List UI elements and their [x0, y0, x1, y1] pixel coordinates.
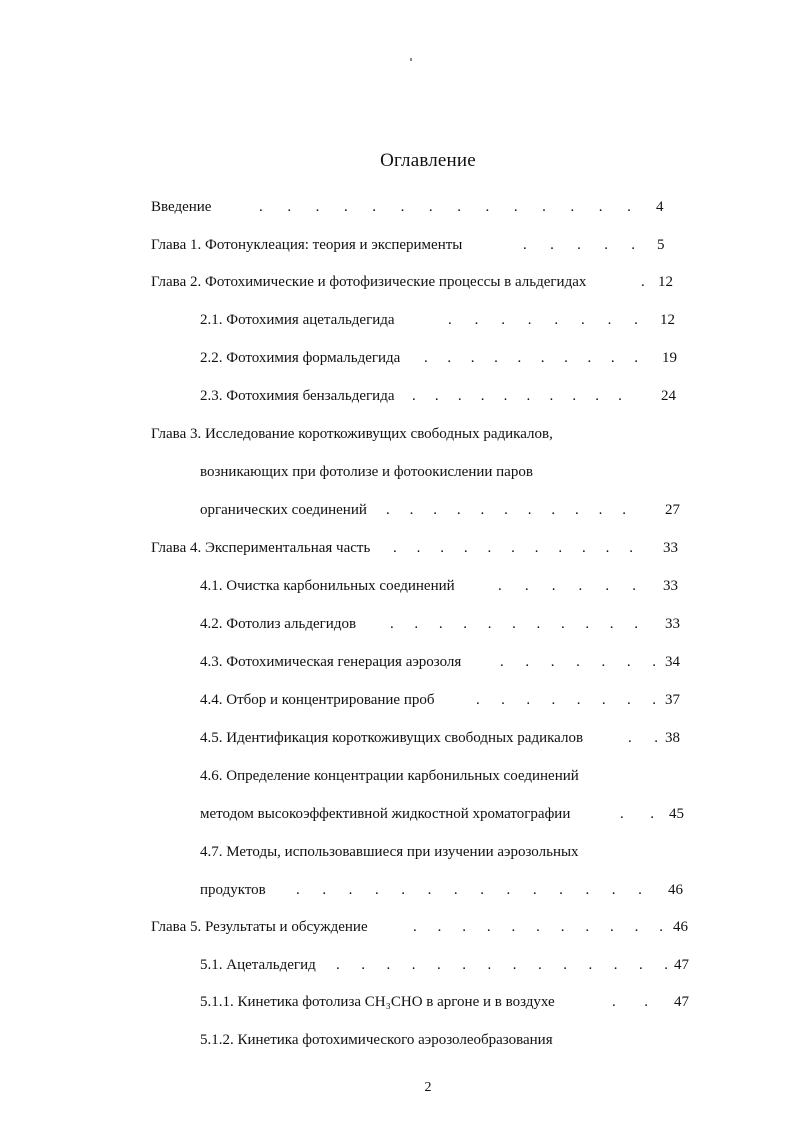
page-number: 2 — [424, 1080, 432, 1095]
toc-entry-text: 2.2. Фотохимия формальдегида — [200, 350, 401, 366]
toc-page-number: 33 — [663, 540, 678, 556]
toc-page-number: 19 — [662, 350, 677, 366]
toc-entry-text: 2.3. Фотохимия бензальдегида — [200, 388, 395, 404]
toc-leader-dots: . . . . . . . . . . . — [390, 616, 638, 632]
toc-leader-dots: . . — [620, 806, 654, 822]
scan-speck — [410, 58, 412, 61]
toc-entry-text: 4.6. Определение концентрации карбонильных соединений — [200, 768, 579, 784]
toc-entry-text: продуктов — [200, 882, 266, 898]
toc-page-number: 47 — [674, 957, 689, 973]
toc-page-number: 34 — [665, 654, 680, 670]
toc-leader-dots: . . . . . . . . . . — [424, 350, 638, 366]
toc-leader-dots: . . . . . . . . . . . — [413, 919, 663, 935]
toc-entry-text: Глава 3. Исследование короткоживущих свободных радикалов, — [151, 426, 553, 442]
toc-entry-text: Глава 5. Результаты и обсуждение — [151, 919, 368, 935]
toc-entry-text: Глава 4. Экспериментальная часть — [151, 540, 371, 556]
toc-leader-dots: . . . . . . . . . . . — [386, 502, 626, 518]
toc-entry-text: 4.3. Фотохимическая генерация аэрозоля — [200, 654, 462, 670]
toc-entry-text: методом высокоэффективной жидкостной хроматографии — [200, 806, 571, 822]
toc-leader-dots: . . . . . . . — [500, 654, 656, 670]
toc-entry-text: 4.7. Методы, использовавшиеся при изучении аэрозольных — [200, 844, 579, 860]
toc-page-number: 33 — [665, 616, 680, 632]
toc-entry-text: возникающих при фотолизе и фотоокислении паров — [200, 464, 533, 480]
toc-entry-text: 5.1.1. Кинетика фотолиза CH₃CHO в аргоне и в воздухе — [200, 994, 555, 1010]
toc-entry-text: Глава 1. Фотонуклеация: теория и эксперименты — [151, 237, 463, 253]
toc-page-number: 5 — [657, 237, 665, 253]
toc-entry-text: 4.2. Фотолиз альдегидов — [200, 616, 357, 632]
toc-entry-text: Введение — [151, 199, 212, 215]
toc-leader-dots: . . — [628, 730, 658, 746]
toc-leader-dots: . — [641, 274, 645, 290]
toc-page-number: 12 — [658, 274, 673, 290]
toc-page-number: 27 — [665, 502, 680, 518]
toc-leader-dots: . . — [612, 994, 648, 1010]
toc-leader-dots: . . . . . . . . . . . . . . — [259, 199, 631, 215]
toc-leader-dots: . . . . . . . . . . . . . . — [296, 882, 642, 898]
toc-leader-dots: . . . . . — [523, 237, 635, 253]
toc-leader-dots: . . . . . . . . — [448, 312, 638, 328]
toc-page-number: 12 — [660, 312, 675, 328]
toc-page-number: 37 — [665, 692, 680, 708]
toc-leader-dots: . . . . . . . . . . . . . . — [336, 957, 668, 973]
toc-leader-dots: . . . . . . . . — [476, 692, 656, 708]
toc-entry-text: органических соединений — [200, 502, 367, 518]
toc-page-number: 46 — [673, 919, 688, 935]
toc-page-number: 33 — [663, 578, 678, 594]
toc-entry-text: 5.1.2. Кинетика фотохимического аэрозолеобразования — [200, 1032, 553, 1048]
toc-entry-text: 4.1. Очистка карбонильных соединений — [200, 578, 455, 594]
toc-leader-dots: . . . . . . . . . . — [412, 388, 622, 404]
toc-entry-text: Глава 2. Фотохимические и фотофизические процессы в альдегидах — [151, 274, 587, 290]
toc-leader-dots: . . . . . . . . . . . — [393, 540, 633, 556]
toc-leader-dots: . . . . . . — [498, 578, 636, 594]
toc-page-number: 4 — [656, 199, 664, 215]
toc-entry-text: 2.1. Фотохимия ацетальдегида — [200, 312, 395, 328]
toc-page-number: 38 — [665, 730, 680, 746]
page-title: Оглавление — [380, 150, 476, 171]
toc-page-number: 24 — [661, 388, 676, 404]
toc-page-number: 46 — [668, 882, 683, 898]
toc-page-number: 47 — [674, 994, 689, 1010]
toc-entry-text: 4.5. Идентификация короткоживущих свободных радикалов — [200, 730, 584, 746]
toc-page-number: 45 — [669, 806, 684, 822]
toc-entry-text: 4.4. Отбор и концентрирование проб — [200, 692, 435, 708]
toc-entry-text: 5.1. Ацетальдегид — [200, 957, 316, 973]
